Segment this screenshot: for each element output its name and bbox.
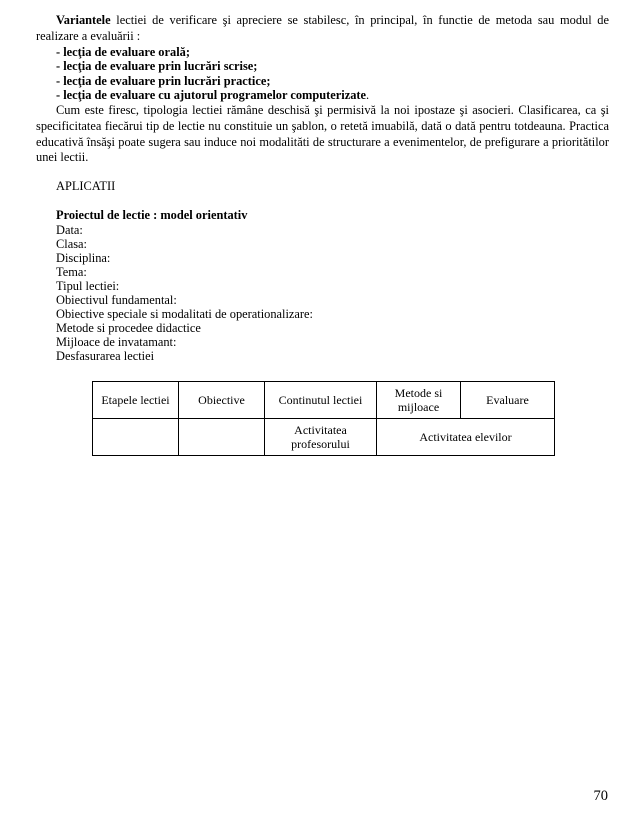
field-obiective-speciale: Obiective speciale si modalitati de operationalizare:	[56, 307, 313, 321]
evaluation-variants-list	[56, 45, 369, 103]
empty-cell	[93, 419, 179, 456]
closing-paragraph: Cum este firesc, tipologia lectiei rămâne deschisă şi permisivă la noi ipostaze şi asocieri. Clasificarea, ca şi specificitatea fiecărui tip de lectie nu constituie un şablon, o retetă imuabilă, dată o dată pentru totdeauna. Practica educativă însăşi poate sugera sau induce noi modalităti de structurare a evenimentelor, de prefigurare a prioritătilor unei lectii.	[36, 103, 609, 165]
subheader-activitatea-elevilor: Activitatea elevilor	[377, 419, 555, 456]
field-tema: Tema:	[56, 265, 87, 279]
intro-lead-text: lectiei de verificare şi apreciere se stabilesc, în principal, în functie de metoda sau modul de realizare a evaluării :	[36, 13, 609, 43]
field-tipul-lectiei: Tipul lectiei:	[56, 279, 120, 293]
project-title: Proiectul de lectie : model orientativ	[56, 208, 248, 222]
page-number: 70	[593, 788, 608, 804]
header-etapele-lectiei: Etapele lectiei	[93, 382, 179, 419]
table-header-row	[93, 382, 555, 419]
variant-item: - lecţia de evaluare orală;	[56, 45, 190, 59]
intro-paragraph	[36, 13, 609, 45]
header-metode-mijloace: Metode si mijloace	[377, 382, 461, 419]
field-obiectivul-fundamental: Obiectivul fundamental:	[56, 293, 177, 307]
field-clasa: Clasa:	[56, 237, 87, 251]
field-disciplina: Disciplina:	[56, 251, 111, 265]
header-obiective: Obiective	[179, 382, 265, 419]
intro-lead-bold: Variantele	[56, 13, 111, 27]
lesson-plan-table	[92, 381, 555, 456]
variant-item: - lecţia de evaluare prin lucrări scrise;	[56, 59, 258, 74]
header-continutul-lectiei: Continutul lectiei	[265, 382, 377, 419]
field-desfasurarea: Desfasurarea lectiei	[56, 349, 155, 363]
subheader-activitatea-profesorului: Activitatea profesorului	[265, 419, 377, 456]
variant-item-tail: .	[366, 88, 370, 103]
empty-cell	[179, 419, 265, 456]
variant-item	[56, 88, 369, 102]
field-data: Data:	[56, 223, 83, 237]
variant-item: - lecţia de evaluare prin lucrări practice;	[56, 73, 271, 88]
field-mijloace: Mijloace de invatamant:	[56, 335, 177, 349]
header-evaluare: Evaluare	[461, 382, 555, 419]
variant-item-text: - lecţia de evaluare cu ajutorul programelor computerizate	[56, 88, 367, 103]
field-metode: Metode si procedee didactice	[56, 321, 201, 335]
section-heading: APLICATII	[56, 179, 116, 193]
table-subheader-row	[93, 419, 555, 456]
